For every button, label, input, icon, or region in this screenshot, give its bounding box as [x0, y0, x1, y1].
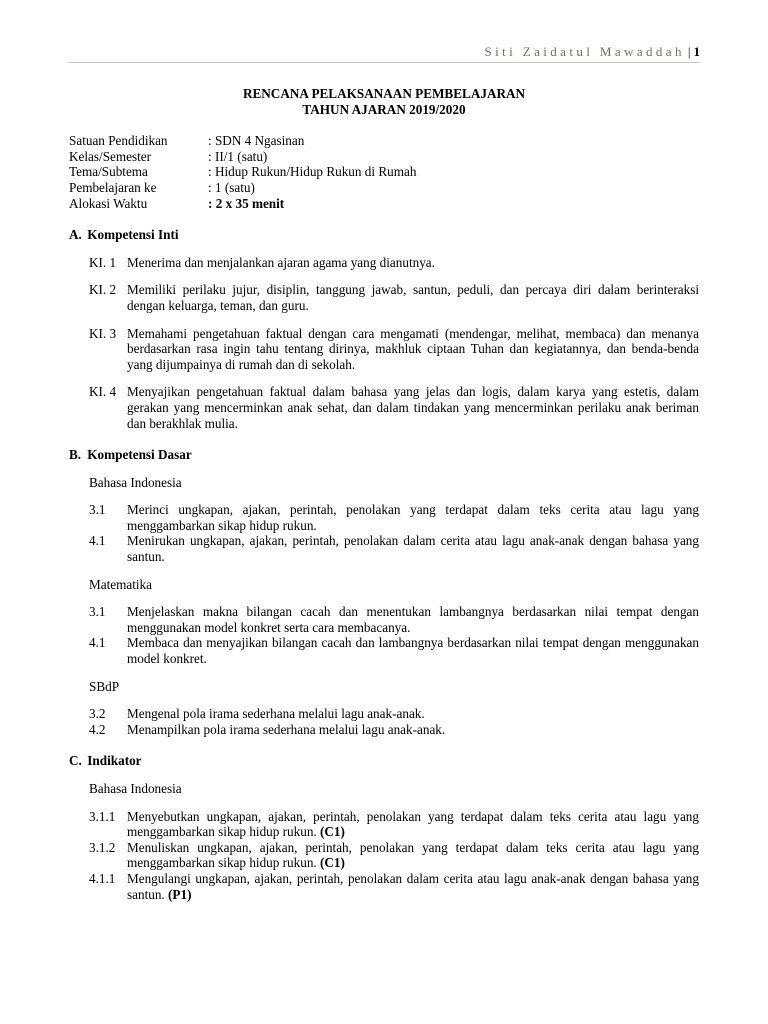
item-text-wrap [127, 840, 699, 871]
item-number: 3.2 [89, 706, 106, 722]
item-number: KI. 4 [89, 384, 117, 400]
title-line-2: TAHUN AJARAN 2019/2020 [302, 101, 466, 117]
item-text: Menampilkan pola irama sederhana melalui lagu anak-anak. [127, 721, 446, 737]
page-number: 1 [693, 44, 700, 59]
document-title [69, 86, 699, 117]
identity-key: Alokasi Waktu [69, 195, 148, 211]
identity-row [69, 180, 699, 196]
header-author: Siti Zaidatul Mawaddah [484, 44, 685, 59]
item-number: 4.2 [89, 721, 106, 737]
subject-heading: Bahasa Indonesia [89, 474, 182, 490]
page-header [484, 44, 700, 60]
item-text: Menyebutkan ungkapan, ajakan, perintah, penolakan yang terdapat dalam teks cerita atau lagu yang menggambarkan sikap hidup rukun. [127, 808, 699, 840]
item-number: 4.1.1 [89, 870, 116, 886]
item-tag: (P1) [168, 886, 192, 902]
header-divider [68, 62, 700, 63]
item-number: 3.1 [89, 502, 106, 518]
item-text: Menerima dan menjalankan ajaran agama yang dianutnya. [127, 254, 435, 270]
item-text: Membaca dan menyajikan bilangan cacah dan lambangnya berdasarkan nilai tempat dengan menggunakan model konkret. [127, 635, 699, 667]
item-text-wrap [127, 809, 699, 840]
section-b-title [69, 447, 699, 463]
section-name: Kompetensi Dasar [87, 447, 192, 463]
subject-heading: Bahasa Indonesia [89, 781, 182, 796]
identity-row [69, 149, 699, 165]
identity-row [69, 133, 699, 149]
item-number: 3.1.1 [89, 808, 116, 824]
list-item [69, 706, 699, 722]
item-number: KI. 3 [89, 325, 117, 341]
header-separator: | [687, 44, 691, 59]
list-item [69, 604, 699, 635]
subject-heading: SBdP [89, 678, 120, 694]
item-number: KI. 2 [89, 282, 117, 298]
item-text: Menirukan ungkapan, ajakan, perintah, penolakan dalam cerita atau lagu anak-anak dengan bahasa yang santun. [127, 533, 699, 565]
item-number: 3.1.2 [89, 839, 116, 855]
identity-value: : SDN 4 Ngasinan [208, 133, 305, 149]
list-item [69, 502, 699, 533]
section-c-title [69, 753, 699, 769]
item-text: Menuliskan ungkapan, ajakan, perintah, penolakan yang terdapat dalam teks cerita atau lagu yang menggambarkan sikap hidup rukun. [127, 839, 699, 871]
item-text: Mengulangi ungkapan, ajakan, perintah, penolakan dalam cerita atau lagu anak-anak dengan bahasa yang santun. [127, 870, 699, 902]
section-a-title [69, 227, 699, 243]
item-text: Memahami pengetahuan faktual dengan cara mengamati (mendengar, melihat, membaca) dan menanya berdasarkan rasa ingin tahu tentang dirinya, makhluk ciptaan Tuhan dan kegiatannya, dan benda-benda yang dijumpainya di rumah dan di sekolah. [127, 325, 699, 372]
item-number: 4.1 [89, 635, 106, 651]
item-text: Memiliki perilaku jujur, disiplin, tanggung jawab, santun, peduli, dan percaya diri dalam berinteraksi dengan keluarga, teman, dan guru. [127, 282, 699, 313]
identity-value: : 1 (satu) [208, 179, 255, 195]
list-item [69, 384, 699, 431]
item-text: Merinci ungkapan, ajakan, perintah, penolakan yang terdapat dalam teks cerita atau lagu yang menggambarkan sikap hidup rukun. [127, 502, 699, 533]
identity-key: Satuan Pendidikan [69, 133, 168, 149]
list-item [69, 255, 699, 271]
item-text: Menjelaskan makna bilangan cacah dan menentukan lambangnya berdasarkan nilai tempat dengan menggunakan model konkret serta cara membacanya. [127, 604, 699, 635]
list-item [69, 809, 699, 840]
title-line-1: RENCANA PELAKSANAAN PEMBELAJARAN [242, 86, 526, 101]
item-number: 4.1 [89, 533, 106, 549]
identity-value: : 2 x 35 menit [208, 195, 285, 211]
section-name: Kompetensi Inti [87, 227, 179, 243]
document-body [69, 86, 699, 902]
item-text-wrap [127, 871, 699, 902]
identity-value: : Hidup Rukun/Hidup Rukun di Rumah [208, 164, 417, 180]
item-number: KI. 1 [89, 254, 117, 270]
identity-key: Tema/Subtema [69, 164, 148, 180]
item-text: Menyajikan pengetahuan faktual dalam bahasa yang jelas dan logis, dalam karya yang estetis, dalam gerakan yang mencerminkan anak sehat, dan dalam tindakan yang mencerminkan perilaku anak beriman dan berakhlak mulia. [127, 384, 699, 431]
item-text: Mengenal pola irama sederhana melalui lagu anak-anak. [127, 706, 425, 722]
section-letter: A. [69, 227, 82, 243]
identity-row [69, 164, 699, 180]
section-name: Indikator [87, 753, 142, 769]
identity-row [69, 196, 699, 212]
item-tag: (C1) [320, 855, 345, 871]
list-item [69, 840, 699, 871]
list-item [69, 722, 699, 738]
section-letter: C. [69, 753, 82, 769]
identity-value: : II/1 (satu) [208, 148, 268, 164]
subject-heading: Matematika [89, 576, 152, 592]
list-item [69, 871, 699, 902]
item-tag: (C1) [320, 824, 345, 840]
list-item [69, 533, 699, 564]
item-number: 3.1 [89, 604, 106, 620]
identity-key: Kelas/Semester [69, 148, 152, 164]
section-letter: B. [69, 447, 82, 463]
identity-key: Pembelajaran ke [69, 179, 157, 195]
list-item [69, 635, 699, 666]
list-item [69, 282, 699, 313]
list-item [69, 326, 699, 373]
identity-table [69, 133, 699, 211]
